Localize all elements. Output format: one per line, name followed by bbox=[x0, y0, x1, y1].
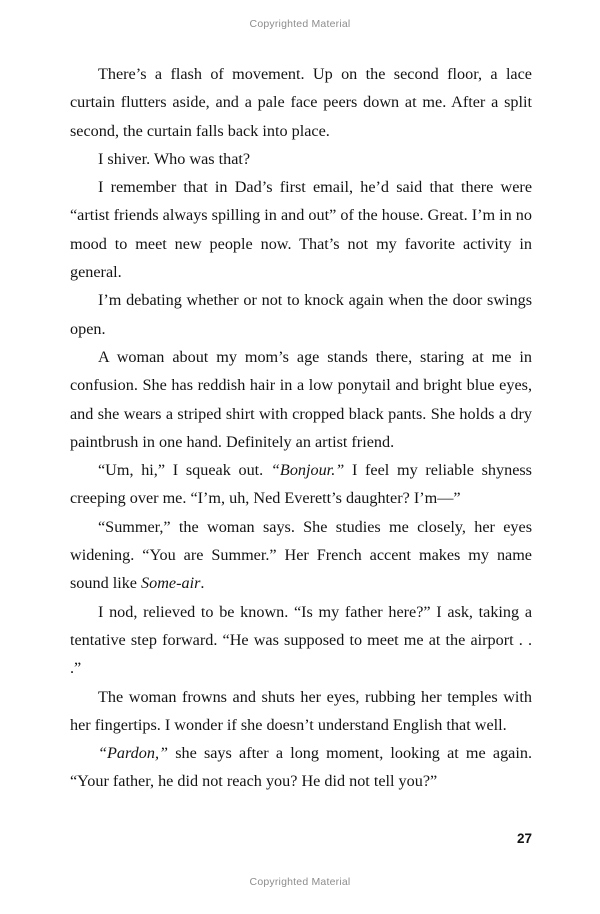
body-paragraph: “Summer,” the woman says. She studies me closely, her eyes widening. “You are Summer.” Her French accent makes my name sound like Some-air. bbox=[70, 517, 532, 593]
body-paragraph: The woman frowns and shuts her eyes, rubbing her temples with her fingertips. I wonder if she doesn’t understand English that well. bbox=[70, 687, 532, 734]
body-paragraph: A woman about my mom’s age stands there, staring at me in confusion. She has reddish hair in a low ponytail and bright blue eyes, and she wears a striped shirt with cropped black pants. She holds a dry paintbrush in one hand. Definitely an artist friend. bbox=[70, 347, 532, 451]
body-paragraph: “Pardon,” she says after a long moment, looking at me again. “Your father, he did not reach you? He did not tell you?” bbox=[70, 744, 532, 791]
body-paragraph: “Um, hi,” I squeak out. “Bonjour.” I feel my reliable shyness creeping over me. “I’m, uh, Ned Everett’s daughter? I’m—” bbox=[70, 461, 532, 508]
page-number: 27 bbox=[516, 831, 532, 846]
body-paragraph: I shiver. Who was that? bbox=[98, 149, 251, 168]
page-text-body bbox=[70, 60, 532, 796]
body-paragraph: There’s a flash of movement. Up on the second floor, a lace curtain flutters aside, and a pale face peers down at me. After a split second, the curtain falls back into place. bbox=[70, 65, 532, 140]
paragraph-list bbox=[70, 60, 532, 796]
body-paragraph: I nod, relieved to be known. “Is my father here?” I ask, taking a tentative step forward. “He was supposed to meet me at the airport . . .” bbox=[70, 602, 532, 678]
body-paragraph: I’m debating whether or not to knock again when the door swings open. bbox=[70, 291, 532, 338]
copyright-watermark-bottom: Copyrighted Material bbox=[249, 876, 351, 888]
copyright-watermark-top: Copyrighted Material bbox=[249, 18, 351, 30]
body-paragraph: I remember that in Dad’s first email, he’d said that there were “artist friends always spilling in and out” of the house. Great. I’m in no mood to meet new people now. That’s not my favorite activity in general. bbox=[70, 178, 532, 282]
